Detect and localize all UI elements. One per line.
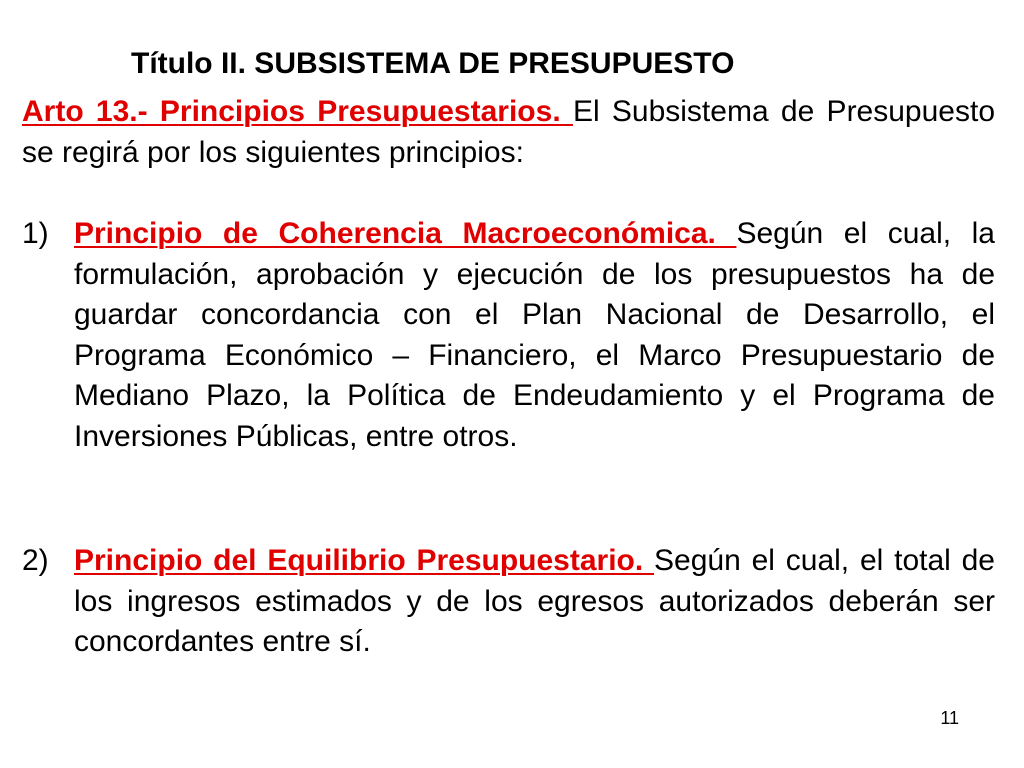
- principle-text: Según el cual, el total de los ingresos estimados y de los egresos autorizados deberán ser concordantes entre sí.: [74, 544, 995, 658]
- principle-heading: Principio de Coherencia Macroeconómica.: [74, 217, 737, 250]
- principle-body: [74, 541, 995, 663]
- principle-number: 2): [22, 544, 49, 577]
- article-paragraph: [22, 92, 995, 173]
- article-heading: Arto 13.- Principios Presupuestarios.: [22, 95, 573, 128]
- principle-item: [22, 541, 995, 663]
- principle-body: [74, 214, 995, 457]
- slide-title: Título II. SUBSISTEMA DE PRESUPUESTO: [131, 47, 735, 80]
- page-number: 11: [940, 708, 959, 728]
- principle-number: 1): [22, 217, 49, 250]
- principle-item: [22, 214, 995, 457]
- article-text: El Subsistema de Presupuesto se regirá por los siguientes principios:: [22, 95, 995, 169]
- principle-text: Según el cual, la formulación, aprobación y ejecución de los presupuestos ha de guardar concordancia con el Plan Nacional de Desarrollo, el Programa Económico – Financiero, el Marco Presupuestario de Mediano Plazo, la Política de Endeudamiento y el Programa de Inversiones Públicas, entre otros.: [74, 217, 995, 453]
- principle-heading: Principio del Equilibrio Presupuestario.: [74, 544, 655, 577]
